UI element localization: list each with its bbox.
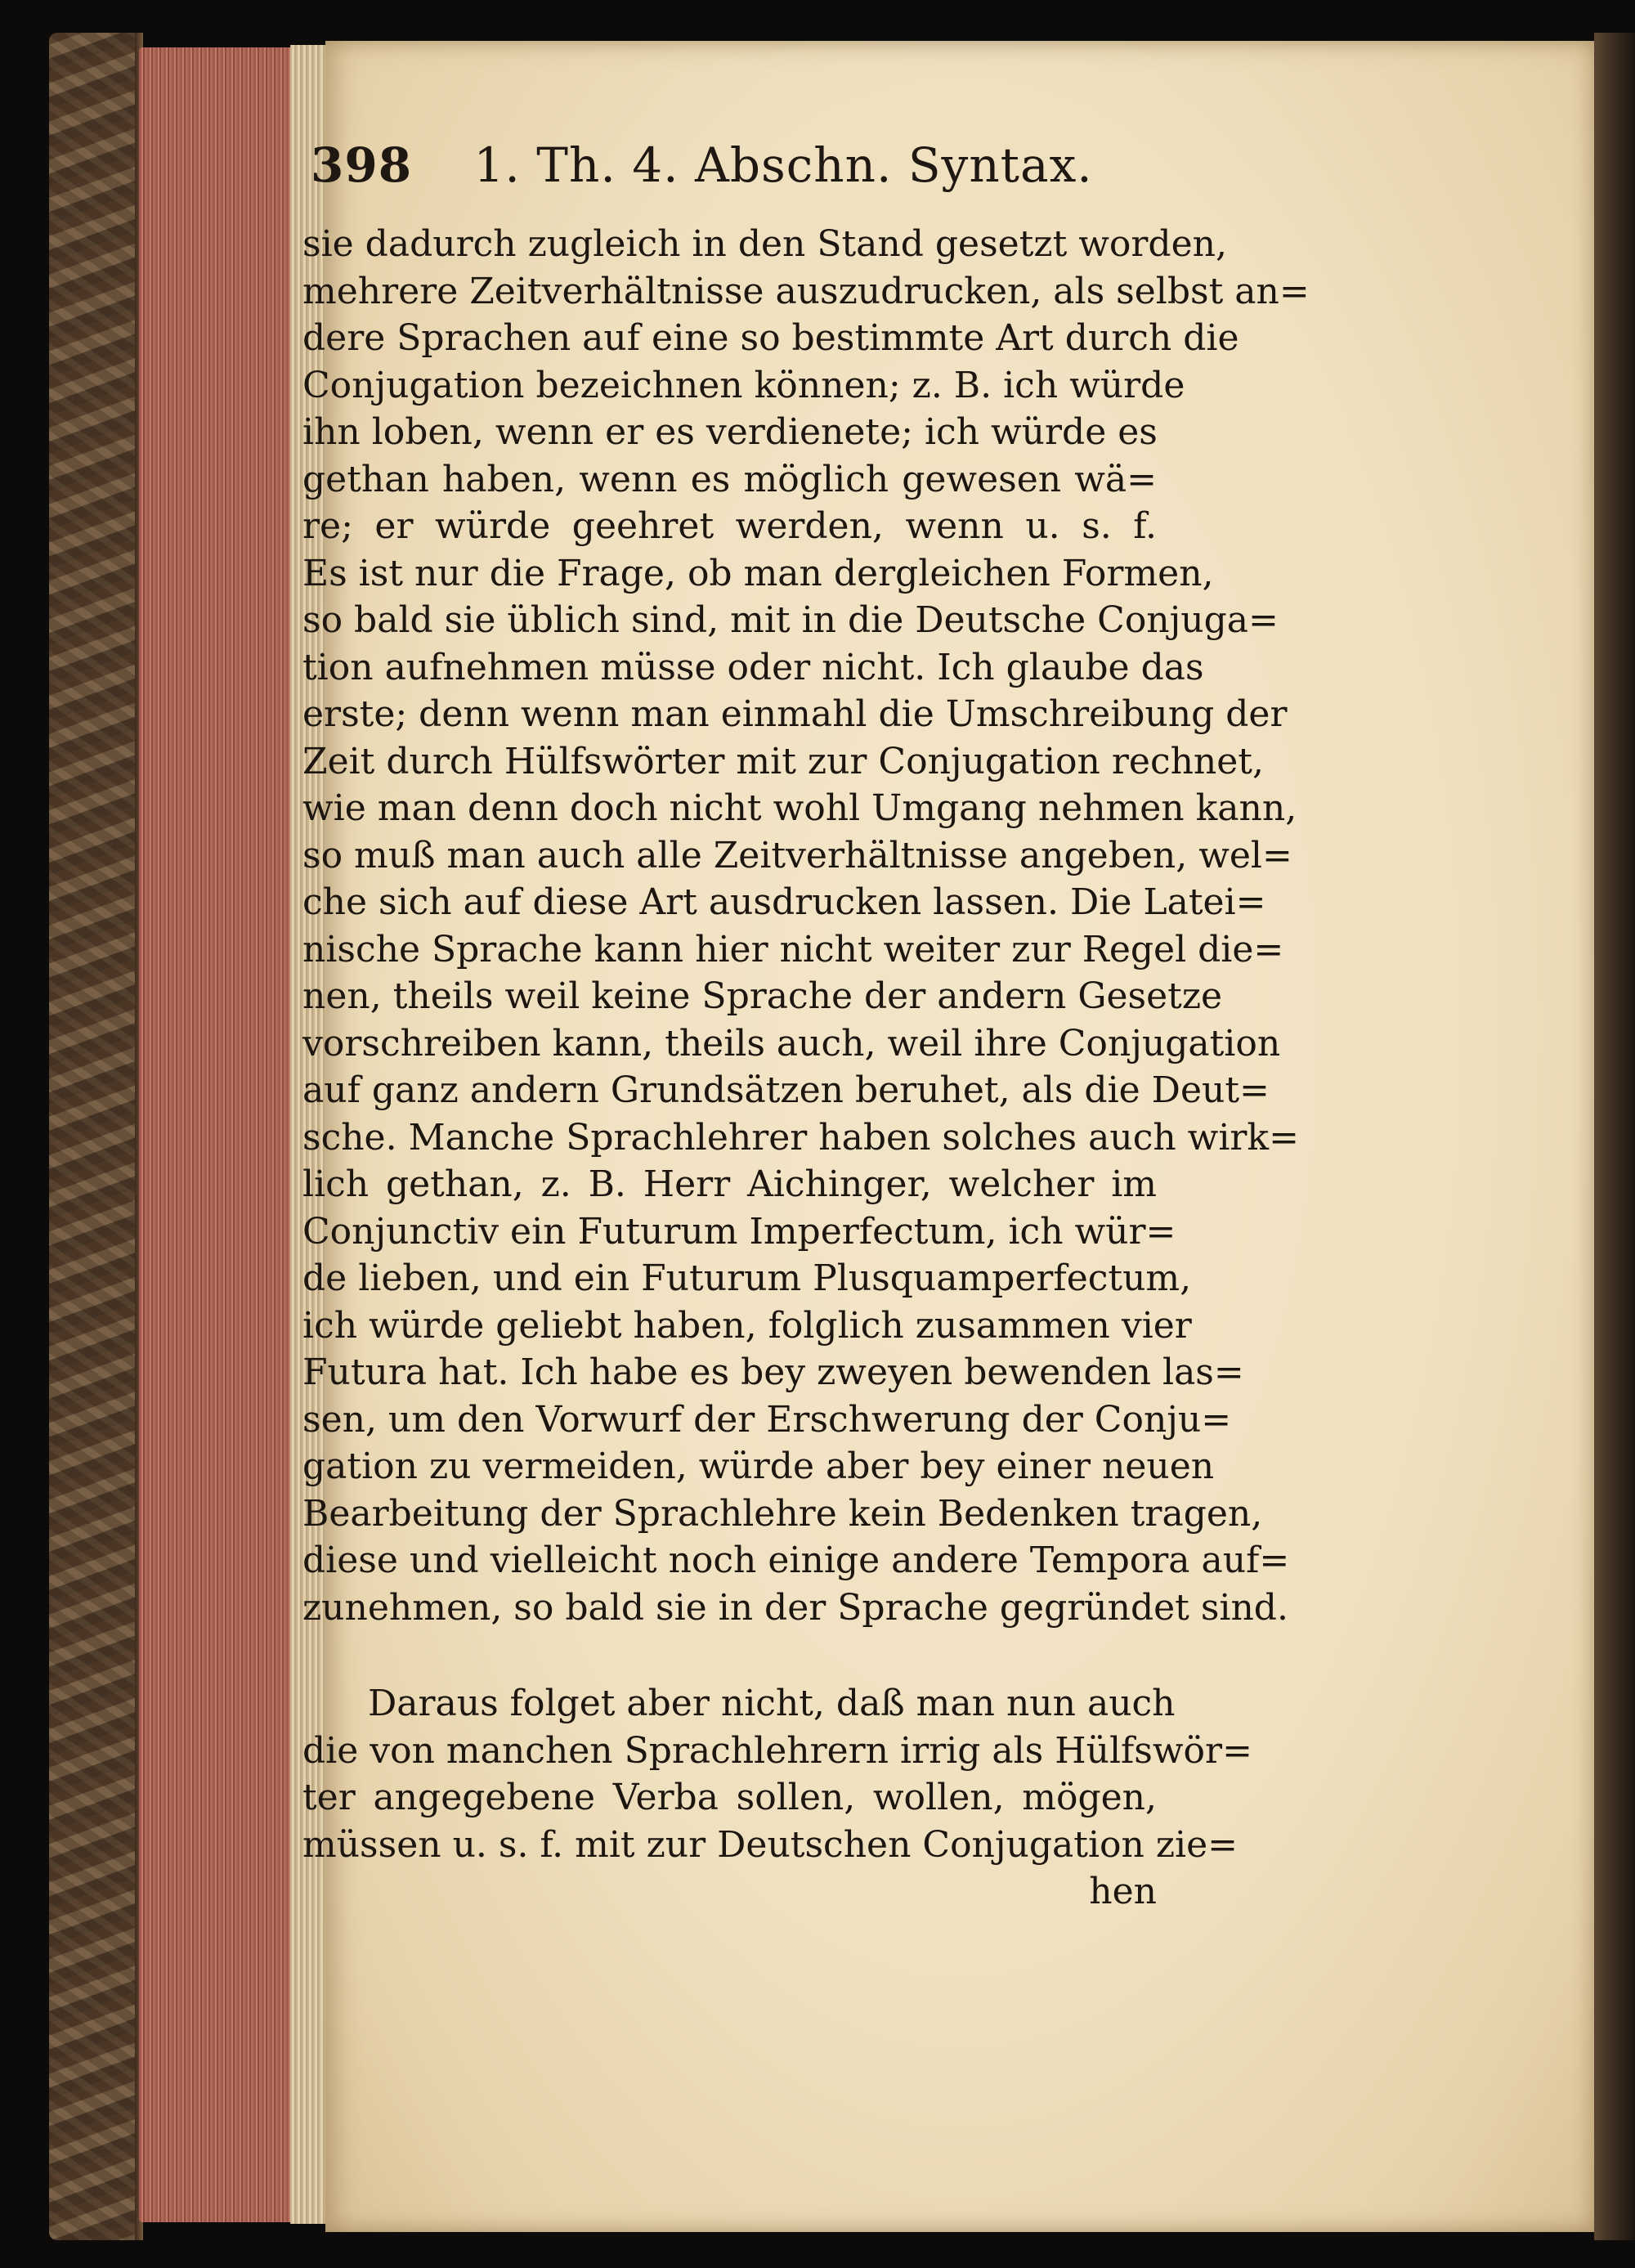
text-line: nische Sprache kann hier nicht weiter zur Regel die= — [302, 928, 1284, 970]
catchword: hen — [1089, 1871, 1157, 1912]
text-line: re; er würde geehret werden, wenn u. s. f. — [302, 505, 1157, 547]
running-header — [311, 137, 1373, 203]
body-text — [302, 221, 1310, 1916]
text-line: sche. Manche Sprachlehrer haben solches auch wirk= — [302, 1116, 1299, 1159]
text-line: so muß man auch alle Zeitverhältnisse angeben, wel= — [302, 834, 1292, 876]
text-line: sie dadurch zugleich in den Stand gesetzt worden, — [302, 223, 1227, 265]
gutter-shadow — [1594, 33, 1635, 2240]
text-line: lich gethan, z. B. Herr Aichinger, welcher im — [302, 1163, 1157, 1205]
text-line: dere Sprachen auf eine so bestimmte Art durch die — [302, 317, 1239, 359]
text-line: die von manchen Sprachlehrern irrig als Hülfswör= — [302, 1729, 1252, 1772]
page-number: 398 — [311, 137, 413, 193]
text-line: Bearbeitung der Sprachlehre kein Bedenken tragen, — [302, 1492, 1263, 1535]
text-line: mehrere Zeitverhältnisse auszudrucken, als selbst an= — [302, 270, 1310, 312]
text-line: ich würde geliebt haben, folglich zusammen vier — [302, 1304, 1192, 1347]
text-line: ter angegebene Verba sollen, wollen, mögen, — [302, 1777, 1157, 1818]
text-line: sen, um den Vorwurf der Erschwerung der Conju= — [302, 1398, 1232, 1441]
text-line: Zeit durch Hülfswörter mit zur Conjugation rechnet, — [302, 740, 1264, 782]
paragraph-gap — [302, 1631, 1157, 1680]
text-line: gethan haben, wenn es möglich gewesen wä= — [302, 458, 1157, 500]
book-cover — [49, 33, 139, 2240]
text-line: Conjunctiv ein Futurum Imperfectum, ich wür= — [302, 1210, 1176, 1253]
text-line: zunehmen, so bald sie in der Sprache gegründet sind. — [302, 1586, 1288, 1629]
text-line: Futura hat. Ich habe es bey zweyen bewenden las= — [302, 1351, 1244, 1393]
text-line: Daraus folget aber nicht, daß man nun auch — [368, 1683, 1176, 1724]
text-line: so bald sie üblich sind, mit in die Deutsche Conjuga= — [302, 599, 1279, 641]
text-line: auf ganz andern Grundsätzen beruhet, als die Deut= — [302, 1069, 1270, 1111]
text-line: vorschreiben kann, theils auch, weil ihre Conjugation — [302, 1022, 1281, 1065]
text-line: che sich auf diese Art ausdrucken lassen. Die Latei= — [302, 881, 1266, 923]
text-line: diese und vielleicht noch einige andere Tempora auf= — [302, 1540, 1290, 1581]
paragraph-2 — [302, 1680, 1252, 1916]
text-line: ihn loben, wenn er es verdienete; ich würde es — [302, 411, 1158, 453]
text-line: tion aufnehmen müsse oder nicht. Ich glaube das — [302, 646, 1204, 688]
text-line: gation zu vermeiden, würde aber bey einer neuen — [302, 1446, 1215, 1487]
running-title: 1. Th. 4. Abschn. Syntax. — [473, 137, 1093, 193]
paragraph-1 — [302, 221, 1310, 1631]
text-line: Conjugation bezeichnen können; z. B. ich würde — [302, 364, 1185, 406]
page-edges-stained — [139, 47, 315, 2222]
text-line: nen, theils weil keine Sprache der andern Gesetze — [302, 975, 1223, 1017]
text-line: de lieben, und ein Futurum Plusquamperfectum, — [302, 1257, 1192, 1299]
text-line: erste; denn wenn man einmahl die Umschreibung der — [302, 693, 1288, 735]
text-line: Es ist nur die Frage, ob man dergleichen Formen, — [302, 552, 1214, 594]
text-line: wie man denn doch nicht wohl Umgang nehmen kann, — [302, 787, 1297, 829]
text-line: müssen u. s. f. mit zur Deutschen Conjugation zie= — [302, 1823, 1238, 1866]
